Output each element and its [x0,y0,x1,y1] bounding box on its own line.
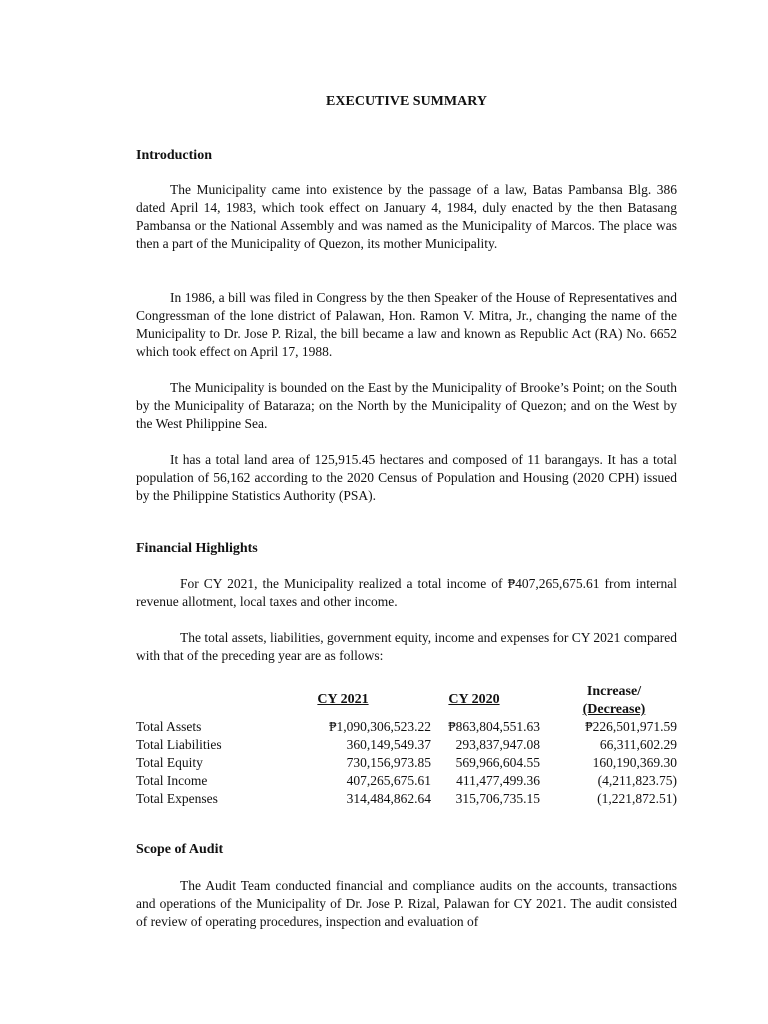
cell-cy2020: 293,837,947.08 [455,737,540,752]
table-row-total-expenses [136,790,677,808]
cell-cy2021: 730,156,973.85 [346,755,431,770]
cell-cy2020: 411,477,499.36 [456,773,540,788]
table-row-total-equity [136,754,677,772]
cell-cy2021: 360,149,549.37 [346,737,431,752]
document-title: EXECUTIVE SUMMARY [326,94,487,109]
column-header-change-line2: (Decrease) [582,702,646,717]
financial-paragraph-1: For CY 2021, the Municipality realized a total income of ₱407,265,675.61 from internal revenue allotment, local taxes and other income. [136,576,677,609]
cell-cy2020: 569,966,604.55 [455,755,540,770]
financial-highlights-heading: Financial Highlights [136,541,258,556]
row-label: Total Income [136,773,208,788]
row-label: Total Expenses [136,791,218,806]
financial-paragraph-2: The total assets, liabilities, government equity, income and expenses for CY 2021 compared with that of the preceding year are as follows: [136,630,677,663]
table-row-total-income [136,772,677,790]
introduction-paragraph-2: In 1986, a bill was filed in Congress by the then Speaker of the House of Representatives and Congressman of the lone district of Palawan, Hon. Ramon V. Mitra, Jr., changing the name of the Municipality to Dr. Jose P. Rizal, the bill became a law and known as Republic Act (RA) No. 6652 which took effect on April 17, 1988. [136,290,677,359]
scope-of-audit-heading: Scope of Audit [136,842,224,857]
column-header-cy2020: CY 2020 [448,692,500,707]
row-label: Total Liabilities [136,737,222,752]
cell-change: 160,190,369.30 [592,755,677,770]
introduction-paragraph-3: The Municipality is bounded on the East by the Municipality of Brooke’s Point; on the South by the Municipality of Bataraza; on the North by the Municipality of Quezon; and on the West by the West Philippine Sea. [136,380,677,431]
column-header-change-line1: Increase/ [586,684,642,699]
cell-change: ₱226,501,971.59 [585,719,677,734]
cell-cy2021: ₱1,090,306,523.22 [328,719,431,734]
cell-cy2020: ₱863,804,551.63 [448,719,540,734]
introduction-paragraph-4: It has a total land area of 125,915.45 hectares and composed of 11 barangays. It has a total population of 56,162 according to the 2020 Census of Population and Housing (2020 CPH) issued by the Philippine Statistics Authority (PSA). [136,452,677,503]
introduction-paragraph-1: The Municipality came into existence by the passage of a law, Batas Pambansa Blg. 386 dated April 14, 1983, which took effect on January 4, 1984, duly enacted by the then Batasang Pambansa or the National Assembly and was named as the Municipality of Marcos. The place was then a part of the Municipality of Quezon, its mother Municipality. [136,182,677,251]
cell-cy2021: 314,484,862.64 [346,791,431,806]
table-row-total-liabilities [136,736,677,754]
cell-change: (4,211,823.75) [597,773,677,788]
row-label: Total Equity [136,755,203,770]
cell-change: (1,221,872.51) [597,791,677,806]
cell-change: 66,311,602.29 [599,737,677,752]
cell-cy2021: 407,265,675.61 [346,773,431,788]
row-label: Total Assets [136,719,202,734]
scope-paragraph: The Audit Team conducted financial and compliance audits on the accounts, transactions and operations of the Municipality of Dr. Jose P. Rizal, Palawan for CY 2021. The audit consisted of review of operating procedures, inspection and evaluation of [136,878,677,929]
introduction-heading: Introduction [136,148,212,163]
cell-cy2020: 315,706,735.15 [455,791,540,806]
column-header-cy2021: CY 2021 [317,692,369,707]
table-row-total-assets [136,718,677,736]
